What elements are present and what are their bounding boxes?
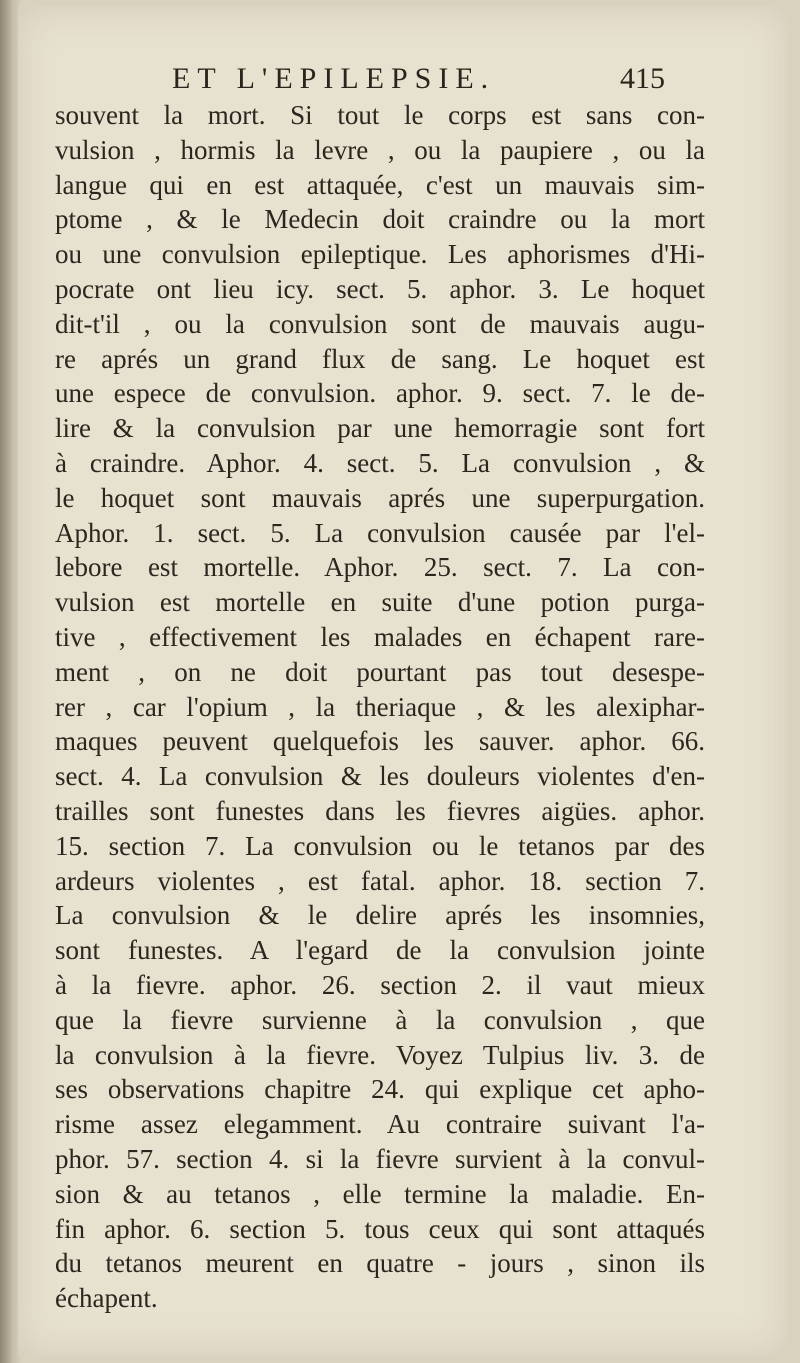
running-title: ET L'EPILEPSIE. bbox=[172, 62, 496, 95]
text-line: trailles sont funestes dans les fievres aigües. aphor. bbox=[55, 795, 705, 826]
text-line: tive , effectivement les malades en échapent rare- bbox=[55, 621, 705, 652]
text-line: à craindre. Aphor. 4. sect. 5. La convulsion , & bbox=[55, 447, 705, 478]
text-line: vulsion est mortelle en suite d'une potion purga- bbox=[55, 587, 705, 618]
text-line: échapent. bbox=[55, 1283, 158, 1314]
text-line: sont funestes. A l'egard de la convulsion jointe bbox=[55, 935, 705, 966]
text-line: souvent la mort. Si tout le corps est sans con- bbox=[55, 100, 705, 130]
text-line: lire & la convulsion par une hemorragie sont fort bbox=[55, 413, 705, 444]
text-line: vulsion , hormis la levre , ou la paupiere , ou la bbox=[55, 134, 705, 165]
text-line: dit-t'il , ou la convulsion sont de mauvais augu- bbox=[55, 308, 705, 339]
text-line: ardeurs violentes , est fatal. aphor. 18. section 7. bbox=[55, 865, 705, 896]
text-line: du tetanos meurent en quatre - jours , sinon ils bbox=[55, 1248, 705, 1279]
text-line: sect. 4. La convulsion & les douleurs violentes d'en- bbox=[55, 761, 705, 792]
text-line: ment , on ne doit pourtant pas tout desespe- bbox=[55, 656, 705, 687]
text-line: La convulsion & le delire aprés les insomnies, bbox=[55, 900, 705, 931]
text-line: ses observations chapitre 24. qui explique cet apho- bbox=[55, 1074, 705, 1105]
page-header bbox=[0, 62, 800, 102]
text-line: fin aphor. 6. section 5. tous ceux qui sont attaqués bbox=[55, 1213, 705, 1244]
text-line: pocrate ont lieu icy. sect. 5. aphor. 3. Le hoquet bbox=[55, 273, 705, 304]
text-line: sion & au tetanos , elle termine la maladie. En- bbox=[55, 1178, 705, 1209]
text-line: le hoquet sont mauvais aprés une superpurgation. bbox=[55, 482, 705, 513]
text-line: 15. section 7. La convulsion ou le tetanos par des bbox=[55, 830, 705, 861]
text-line: Aphor. 1. sect. 5. La convulsion causée par l'el- bbox=[55, 517, 705, 548]
text-line: maques peuvent quelquefois les sauver. aphor. 66. bbox=[55, 726, 705, 757]
text-line: lebore est mortelle. Aphor. 25. sect. 7. La con- bbox=[55, 552, 705, 583]
text-line: une espece de convulsion. aphor. 9. sect. 7. le de- bbox=[55, 378, 705, 409]
body-text bbox=[55, 98, 705, 1316]
text-line: rer , car l'opium , la theriaque , & les alexiphar- bbox=[55, 691, 705, 722]
text-line: ou une convulsion epileptique. Les aphorismes d'Hi- bbox=[55, 239, 705, 270]
text-line: ptome , & le Medecin doit craindre ou la mort bbox=[55, 204, 705, 235]
text-line: phor. 57. section 4. si la fievre survient à la convul- bbox=[55, 1143, 705, 1174]
text-line: risme assez elegamment. Au contraire suivant l'a- bbox=[55, 1109, 705, 1140]
page-number: 415 bbox=[620, 62, 665, 95]
text-line: à la fievre. aphor. 26. section 2. il vaut mieux bbox=[55, 969, 705, 1000]
text-line: re aprés un grand flux de sang. Le hoquet est bbox=[55, 343, 705, 374]
text-line: que la fievre survienne à la convulsion , que bbox=[55, 1004, 705, 1035]
text-line: la convulsion à la fievre. Voyez Tulpius liv. 3. de bbox=[55, 1039, 705, 1070]
text-line: langue qui en est attaquée, c'est un mauvais sim- bbox=[55, 169, 705, 200]
